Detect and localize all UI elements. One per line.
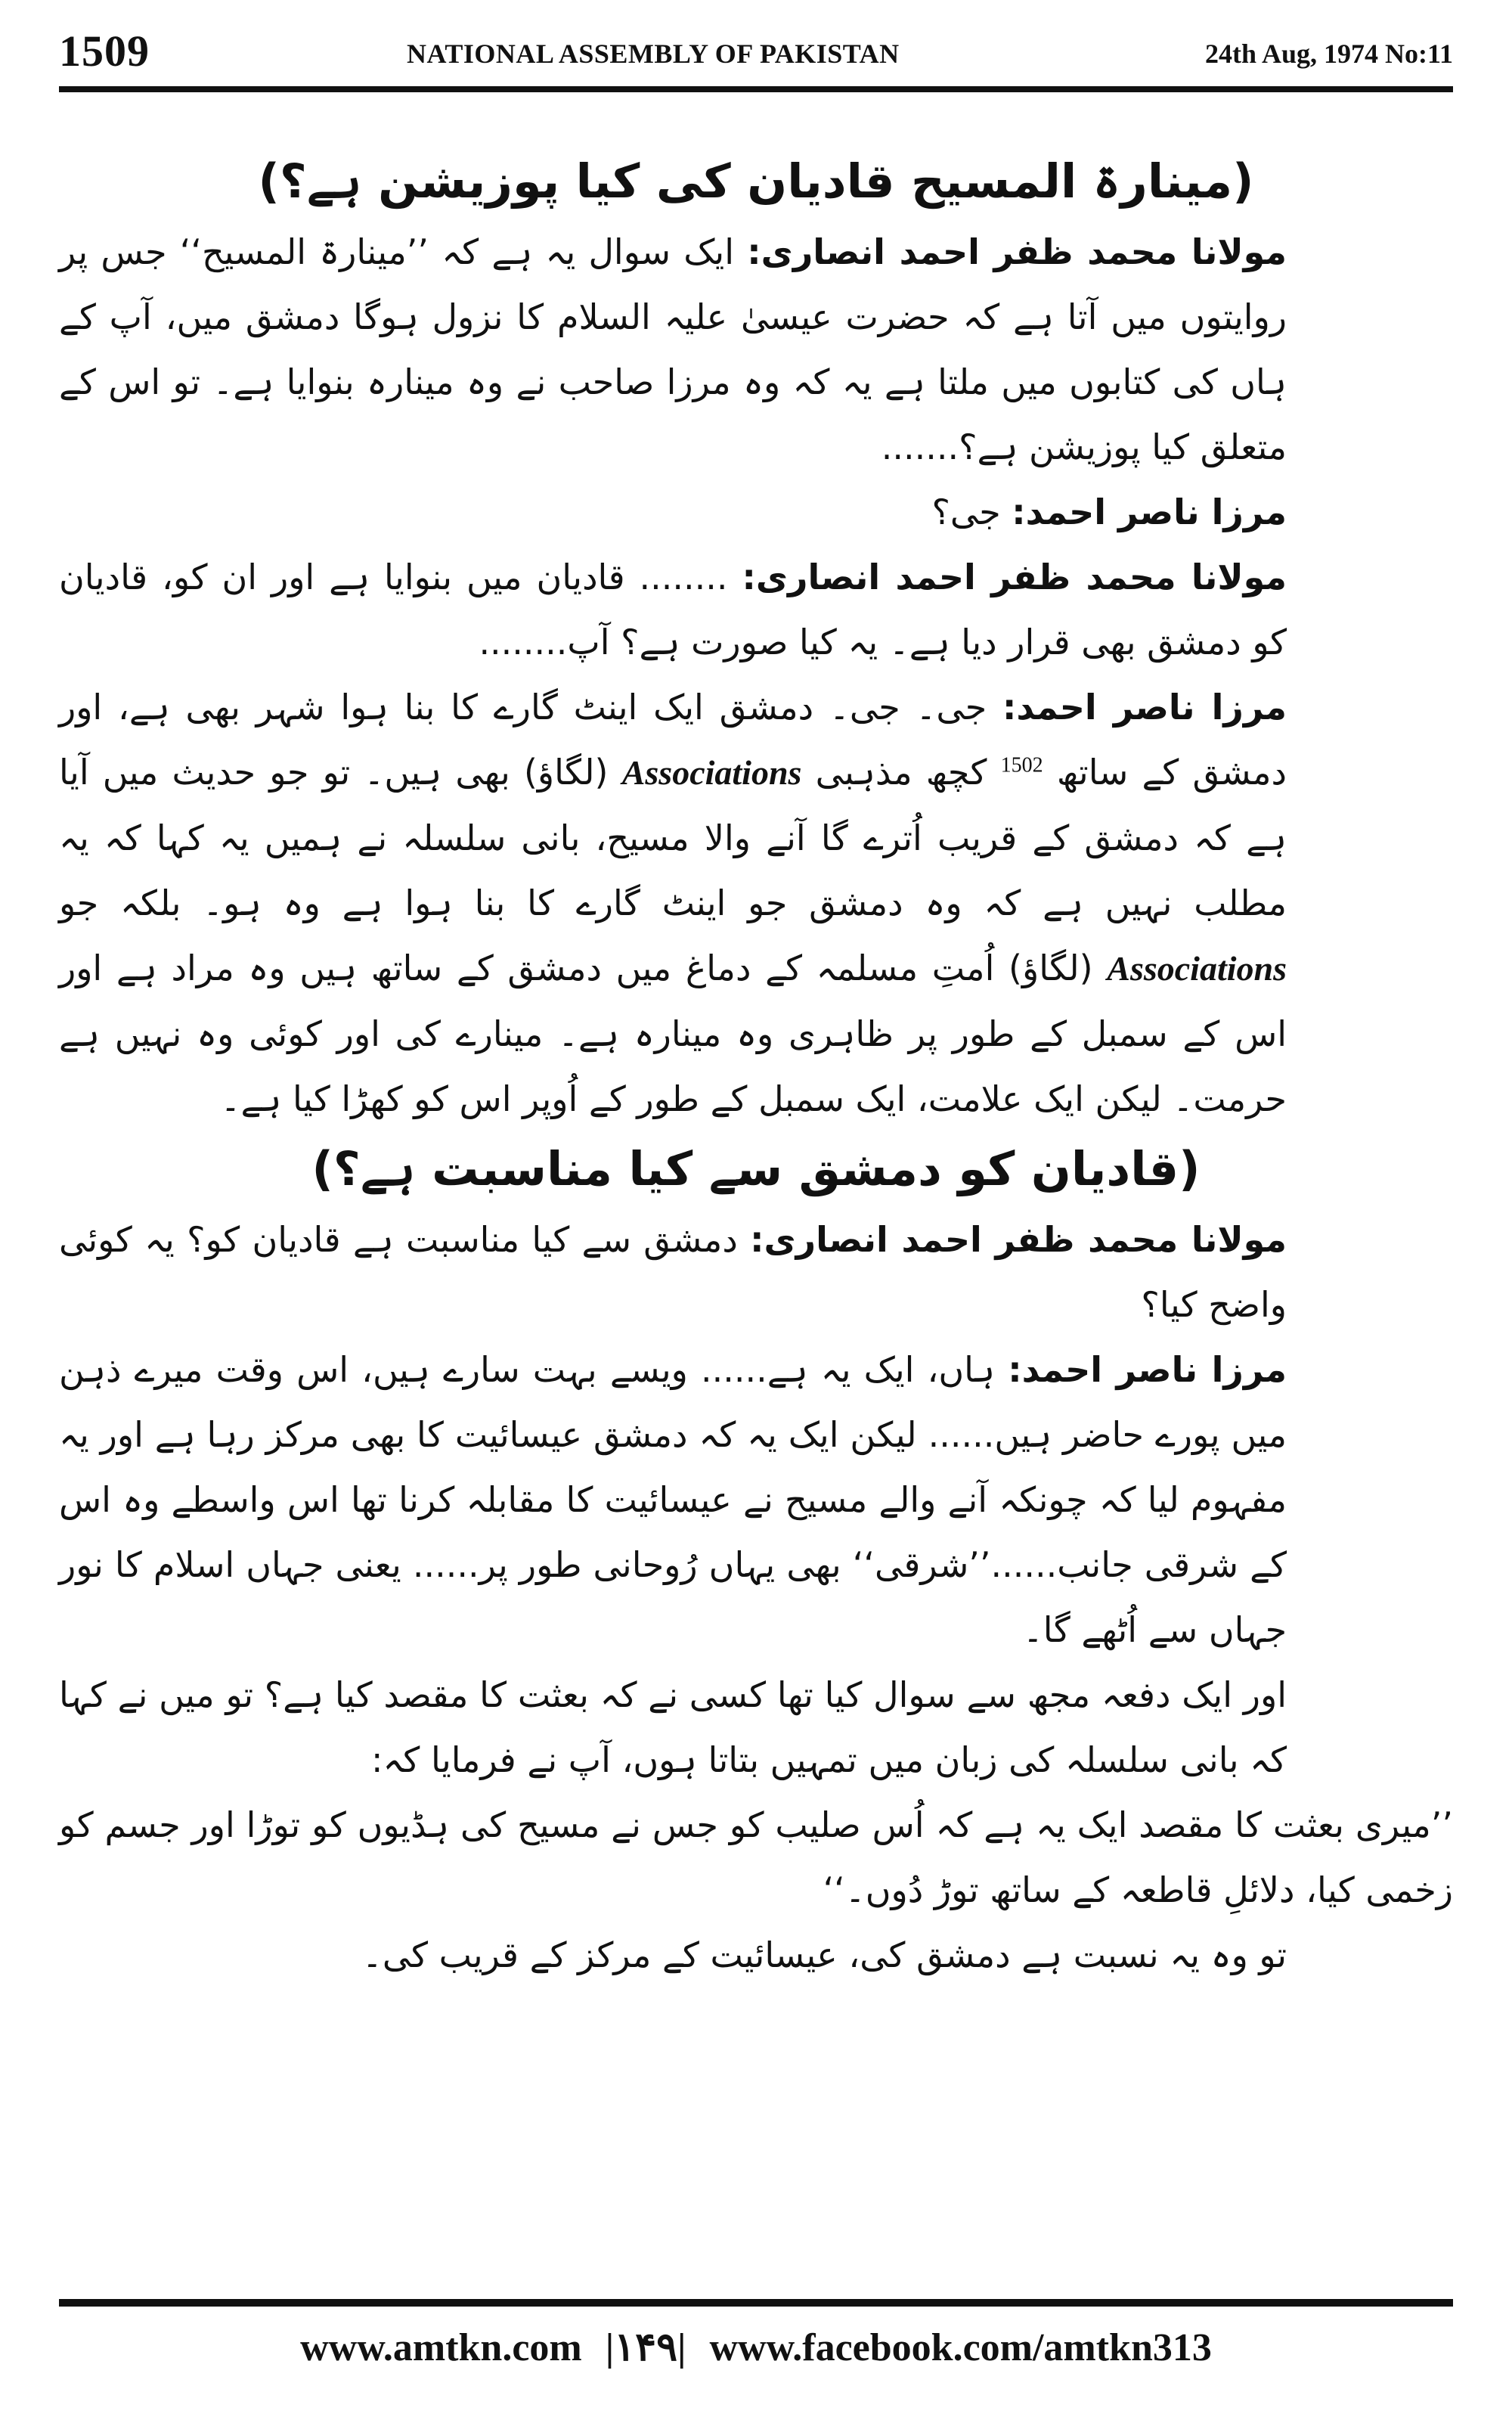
- footer-page-label: |۱۴۹|: [605, 2326, 686, 2370]
- speaker-name: مولانا محمد ظفر احمد انصاری:: [747, 231, 1287, 272]
- page-header: [59, 26, 1453, 86]
- document-title: NATIONAL ASSEMBLY OF PAKISTAN: [407, 39, 900, 69]
- section-heading-minaret: (مینارۃ المسیح قادیان کی کیا پوزیشن ہے؟): [258, 154, 1254, 209]
- page-number: 1509: [59, 26, 150, 76]
- speech-text: تو وہ یہ نسبت ہے دمشق کی، عیسائیت کے مرکز کے قریب کی۔: [361, 1934, 1287, 1975]
- paragraph: [59, 675, 1453, 1131]
- session-date: 24th Aug, 1974 No:11: [1204, 39, 1453, 69]
- paragraph: [59, 1337, 1453, 1662]
- quote-text: ’’میری بعثت کا مقصد ایک یہ ہے کہ اُس صلیب کو جس نے مسیح کی ہڈیوں کو توڑا اور جسم کو زخمی کیا، دلائلِ قاطعہ کے ساتھ توڑ دُوں۔‘‘: [59, 1804, 1453, 1910]
- latin-term: Associations: [1107, 949, 1287, 988]
- facebook-link[interactable]: www.facebook.com/amtkn313: [709, 2325, 1212, 2369]
- page-body: [59, 144, 1453, 1987]
- quotation: [59, 1792, 1453, 1922]
- speech-text: جی۔ جی۔ دمشق ایک اینٹ گارے کا بنا ہوا شہر بھی ہے، اور دمشق کے ساتھ: [59, 687, 1287, 793]
- footer-divider: [59, 2299, 1453, 2307]
- speaker-name: مولانا محمد ظفر احمد انصاری:: [742, 557, 1287, 597]
- speech-text: (لگاؤ) بھی ہیں۔ تو جو حدیث میں آیا ہے کہ دمشق کے قریب اُترے گا آنے والا مسیح، بانی سلسلہ نے ہمیں یہ کہا کہ یہ مطلب نہیں ہے کہ وہ دمشق جو اینٹ گارے کا بنا ہوا ہے وہ ہو۔ بلکہ جو: [59, 752, 1287, 923]
- website-link[interactable]: www.amtkn.com: [300, 2325, 582, 2369]
- speaker-name: مرزا ناصر احمد:: [1008, 1349, 1287, 1390]
- latin-term: Associations: [621, 753, 802, 792]
- speech-text: جی؟: [931, 492, 1001, 532]
- speech-text: ........ قادیان میں بنوایا ہے اور ان کو، قادیان کو دمشق بھی قرار دیا ہے۔ یہ کیا صورت ہے؟ آپ........: [59, 557, 1287, 662]
- page-footer: [59, 2322, 1453, 2382]
- speech-text: اور ایک دفعہ مجھ سے سوال کیا تھا کسی نے کہ بعثت کا مقصد کیا ہے؟ تو میں نے کہا کہ بانی سلسلہ کی زبان میں تمہیں بتاتا ہوں، آپ نے فرمایا کہ:: [59, 1674, 1287, 1780]
- speech-text: کچھ مذہبی: [815, 752, 987, 793]
- section-heading-damascus: (قادیان کو دمشق سے کیا مناسبت ہے؟): [311, 1141, 1201, 1196]
- footnote-marker: 1502: [1000, 753, 1043, 777]
- speech-text: (لگاؤ) اُمتِ مسلمہ کے دماغ میں دمشق کے ساتھ ہیں وہ مراد ہے اور اس کے سمبل کے طور پر ظاہری وہ مینارہ ہے۔ مینارے کی اور کوئی وہ نہیں ہے حرمت۔ لیکن ایک علامت، ایک سمبل کے طور کے اُوپر اس کو کھڑا کیا ہے۔: [59, 948, 1287, 1119]
- paragraph: [59, 544, 1453, 675]
- speech-text: دمشق سے کیا مناسبت ہے قادیان کو؟ یہ کوئی واضح کیا؟: [59, 1219, 1287, 1325]
- speaker-name: مرزا ناصر احمد:: [1012, 492, 1287, 532]
- speaker-name: مرزا ناصر احمد:: [1002, 687, 1287, 728]
- speech-text: ہاں، ایک یہ ہے...... ویسے بہت سارے ہیں، اس وقت میرے ذہن میں پورے حاضر ہیں...... لیکن ایک یہ کہ دمشق عیسائیت کا بھی مرکز رہا ہے اور یہ مفہوم لیا کہ چونکہ آنے والے مسیح نے عیسائیت کا مقابلہ کرنا تھا اس واسطے وہ اس کے شرقی جانب......’’شرقی‘‘ بھی یہاں رُوحانی طور پر...... یعنی جہاں اسلام کا نور جہاں سے اُٹھے گا۔: [59, 1349, 1287, 1650]
- paragraph: [59, 1922, 1453, 1987]
- header-divider: [59, 86, 1453, 92]
- speaker-name: مولانا محمد ظفر احمد انصاری:: [750, 1219, 1287, 1260]
- speech-text: ایک سوال یہ ہے کہ ’’مینارۃ المسیح‘‘ جس پر روایتوں میں آتا ہے کہ حضرت عیسیٰ علیہ السلام کا نزول ہوگا دمشق میں، آپ کے ہاں کی کتابوں میں ملتا ہے یہ کہ وہ مرزا صاحب نے وہ مینارہ بنوایا ہے۔ تو اس کے متعلق کیا پوزیشن ہے؟.......: [59, 231, 1287, 467]
- paragraph: [59, 1662, 1453, 1792]
- paragraph: [59, 219, 1453, 479]
- paragraph: [59, 479, 1453, 544]
- paragraph: [59, 1207, 1453, 1337]
